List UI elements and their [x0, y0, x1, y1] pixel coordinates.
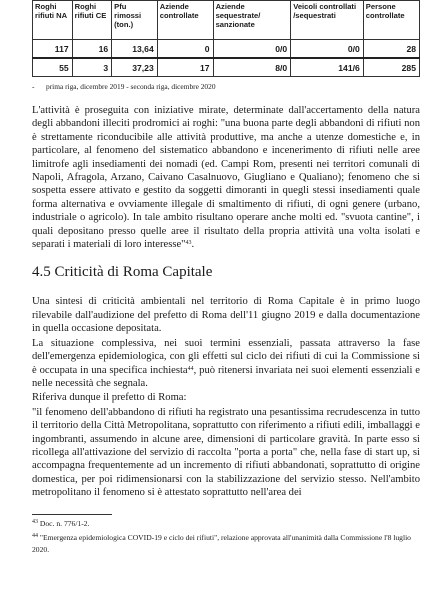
- paragraph-text: L'attività è proseguita con iniziative mirate, determinate dall'accertamento della natura degli abbandoni illeciti prodromici ai roghi: "una buona parte degli abbandoni di rifiuti non è strettamente riconducibile alle attività produttive, ma anche a utenze domestiche e, in particolare, al fenomeno del sistematico abbandono e incenerimento di rifiuti nelle aree limitrofe agli insediamenti dei nomadi (ed. Campi Rom, presenti nei territori comunali di Napoli, Afragola, Arzano, Caivano Casalnuovo, Giugliano e Qualiano); fenomeno che si sospetta essere attivato e gestito da soggetti dimoranti in quegli stessi insediamenti quale forma alternativa e ovviamente illegale di smaltimento di rifiuti, di ogni genere (urbano, industriale o agricolo). In tale ambito risultano operare anche molti ed. "svuota cantine", i quali depositano presso quelle aree il risultato della propria attività una volta isolati e separati i materiali di loro interesse": [32, 105, 420, 251]
- footnote: [32, 518, 420, 530]
- table-header-cell: Veicoli controllati /sequestrati: [291, 1, 364, 40]
- table-cell: 37,23: [112, 58, 158, 77]
- quoted-paragraph: "il fenomeno dell'abbandono di rifiuti ha registrato una pesantissima recrudescenza in tutto il territorio della Città Metropolitana, soprattutto con riferimento a rifiuti edili, imballaggi e ingombranti, assumendo in alcune aree, dimensioni di particolare gravità. In parte esso si ricollega all'attivazione del servizio di raccolta "porta a porta" che, nella fase di start up, si accompagna frequentemente ad un incremento di rifiuti abbandonati, soprattutto di origine domestica, per poi ridimensionarsi con la stabilizzazione del servizio stesso. Nell'ambito metropolitano il fenomeno si è attestato soprattutto nell'area dei: [32, 406, 420, 499]
- table-cell: 285: [363, 58, 419, 77]
- table-cell: 17: [157, 58, 213, 77]
- table-cell: 141/6: [291, 58, 364, 77]
- footnote-text: Doc. n. 776/1-2.: [39, 518, 90, 528]
- footnote: [32, 532, 420, 555]
- table-header-cell: Roghi rifiuti NA: [33, 1, 73, 40]
- section-heading: 4.5 Criticità di Roma Capitale: [32, 264, 213, 281]
- table-row: [33, 58, 420, 77]
- table-cell: 8/0: [213, 58, 291, 77]
- paragraph-text: La situazione complessiva, nei suoi termini essenziali, passata attraverso la fase dell'emergenza epidemiologica, con gli effetti sul ciclo dei rifiuti di cui la Commissione si è occupata in una specifica inchiesta: [32, 337, 420, 376]
- table-cell: 3: [72, 58, 111, 77]
- paragraph: Riferiva dunque il prefetto di Roma:: [32, 392, 187, 404]
- footnote-ref[interactable]: 43: [185, 240, 192, 247]
- footnote-number: 43: [32, 518, 38, 525]
- table-cell: 55: [33, 58, 73, 77]
- table-row: [33, 40, 420, 59]
- footnote-text: "Emergenza epidemiologica COVID-19 e ciclo dei rifiuti", relazione approvata all'unanimità dalla Commissione l'8 luglio 2020.: [32, 533, 411, 554]
- table-cell: 13,64: [112, 40, 158, 59]
- paragraph: [32, 337, 420, 391]
- table-header-cell: Persone controllate: [363, 1, 419, 40]
- table-header-cell: Aziende controllate: [157, 1, 213, 40]
- paragraph: L'attività è proseguita con iniziative mirate, determinate dall'accertamento della natura degli abbandoni illeciti prodromici ai roghi: "una buona parte degli abbandoni di rifiuti non è strettamente riconducibile alle attività produttive, ma anche a utenze domestiche e, in particolare, al fenomeno del sistematico abbandono e incenerimento di rifiuti nelle aree limitrofe agli insediamenti dei nomadi (ed. Campi Rom, presenti nei territori comunali di Napoli, Afragola, Arzano, Caivano Casalnuovo, Giugliano e Qualiano); fenomeno che si sospetta essere attivato e gestito da soggetti dimoranti in quegli stessi insediamenti quale forma alternativa e ovviamente illegale di smaltimento di rifiuti, di ogni genere (urbano, industriale o agricolo). In tale ambito risultano operare anche molti ed. "svuota cantine", i quali depositano presso quelle aree il risultato della propria attività una volta isolati e separati i materiali di loro interesse"$^{43}$.: [32, 105, 420, 251]
- table-header-cell: Aziende sequestrate/ sanzionate: [213, 1, 291, 40]
- table-header-cell: Pfu rimossi (ton.): [112, 1, 158, 40]
- table-cell: 28: [363, 40, 419, 59]
- table-note-text: prima riga, dicembre 2019 - seconda riga, dicembre 2020: [46, 82, 216, 91]
- table-cell: 0/0: [291, 40, 364, 59]
- footnote-divider: [32, 514, 112, 515]
- table-header-row: [33, 1, 420, 40]
- table-cell: 117: [33, 40, 73, 59]
- table-header-cell: Roghi rifiuti CE: [72, 1, 111, 40]
- document-page: [32, 0, 420, 555]
- statistics-table: [32, 0, 420, 77]
- note-dash: -: [32, 82, 35, 91]
- paragraph: Una sintesi di criticità ambientali nel territorio di Roma Capitale è in primo luogo rilevabile dall'audizione del prefetto di Roma dell'11 giugno 2019 e dalla documentazione in quella occasione depositata.: [32, 296, 420, 335]
- footnote-number: 44: [32, 533, 38, 540]
- table-note: [32, 82, 420, 92]
- table-cell: 16: [72, 40, 111, 59]
- footnote-ref[interactable]: 44: [187, 365, 194, 372]
- paragraph-text: , può ritenersi invariata nei suoi elementi essenziali e nelle necessità che segnala.: [32, 364, 420, 389]
- table-cell: 0: [157, 40, 213, 59]
- table-cell: 0/0: [213, 40, 291, 59]
